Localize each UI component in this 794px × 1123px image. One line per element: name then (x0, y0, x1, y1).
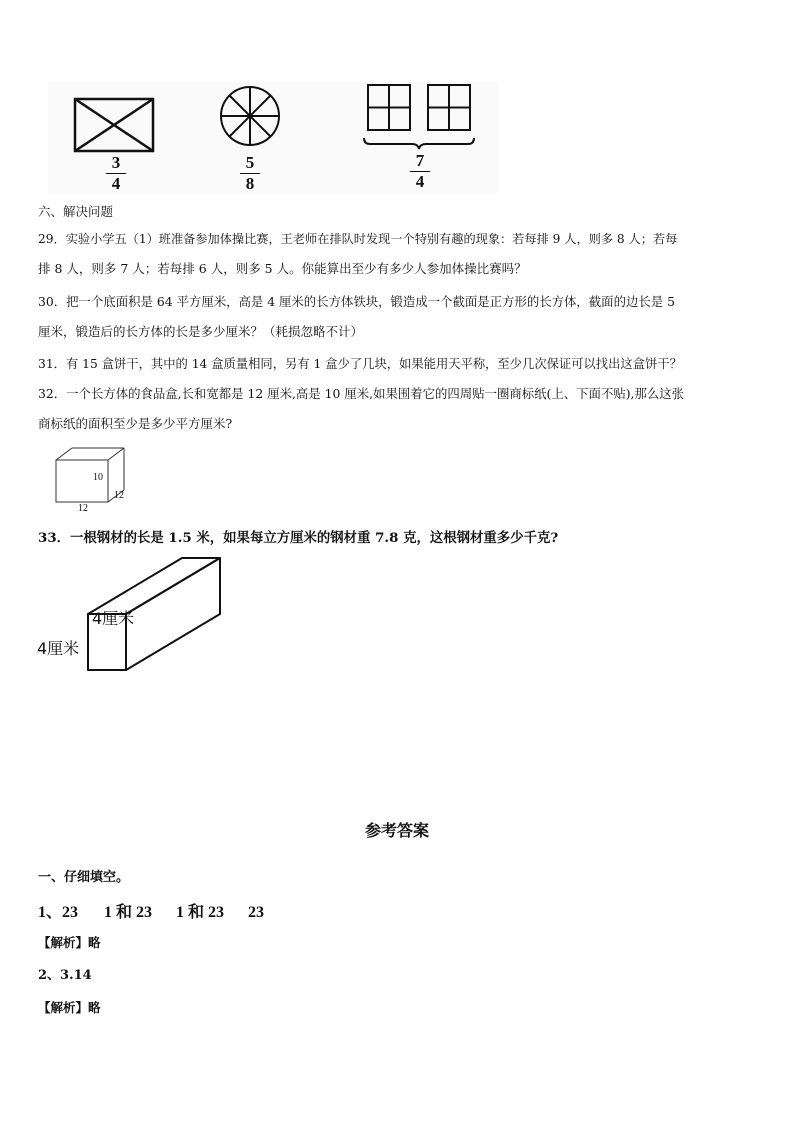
top-figure-strip (48, 82, 498, 194)
two-squares-quarters-figure (364, 85, 474, 149)
answer-1-number: 1、 (38, 904, 63, 921)
numerator: 3 (111, 153, 121, 172)
answer-1-item: 23 (62, 904, 79, 921)
length-label: 12 (78, 503, 88, 514)
fraction-7-4 (408, 152, 432, 191)
answer-1-item: 23 (248, 904, 265, 921)
denominator: 4 (415, 172, 425, 191)
height-label: 10 (93, 472, 103, 483)
answers-title: 参考答案 (364, 821, 429, 840)
rectangle-diagonals-figure (75, 99, 153, 151)
section-heading: 六、解决问题 (38, 204, 114, 219)
question-30-line2: 厘米，锻造后的长方体的长是多少厘米？（耗损忽略不计） (38, 324, 364, 339)
question-31-line1: 31．有 15 盒饼干，其中的 14 盒质量相同，另有 1 盒少了几块，如果能用天平称，至少几次保证可以找出这盒饼干？ (38, 357, 682, 371)
answer-1-item: 1 和 23 (104, 904, 153, 921)
denominator: 4 (111, 174, 121, 193)
steel-bar-figure (36, 556, 246, 676)
question-30-line1: 30．把一个底面积是 64 平方厘米，高是 4 厘米的长方体铁块，锻造成一个截面是正方形的长方体，截面的边长是 5 (38, 294, 675, 309)
width-label: 12 (114, 490, 124, 501)
question-33-line1: 33．一根钢材的长是 1.5 米，如果每立方厘米的钢材重 7.8 克，这根钢材重多少千克? (38, 530, 559, 546)
question-32-line1: 32．一个长方体的食品盒,长和宽都是 12 厘米,高是 10 厘米,如果围着它的四周贴一圈商标纸(上、下面不贴),那么这张 (38, 386, 685, 401)
question-29-line1: 29．实验小学五（1）班准备参加体操比赛，王老师在排队时发现一个特别有趣的现象：若每排 9 人，则多 8 人；若每 (38, 232, 678, 246)
answer-2-analysis: 【解析】略 (38, 1000, 101, 1015)
answer-1-item: 1 和 23 (176, 904, 225, 921)
fraction-3-4 (104, 154, 128, 193)
answer-1-analysis: 【解析】略 (38, 935, 101, 950)
question-32-line2: 商标纸的面积至少是多少平方厘米? (38, 416, 233, 431)
part1-heading: 一、仔细填空。 (38, 870, 130, 885)
denominator: 8 (245, 174, 255, 193)
answer-1-row (38, 899, 264, 922)
circle-eighths-figure (221, 87, 279, 145)
left-edge-label: 4厘米 (37, 639, 80, 658)
numerator: 7 (415, 151, 425, 170)
question-29-line2: 排 8 人，则多 7 人；若每排 6 人，则多 5 人。你能算出至少有多少人参加体操比赛吗？ (38, 261, 527, 276)
answer-2: 2、3.14 (38, 968, 92, 983)
top-edge-label: 4厘米 (92, 609, 135, 628)
cuboid-figure-small (48, 444, 138, 516)
fraction-5-8 (238, 154, 262, 193)
numerator: 5 (245, 153, 255, 172)
